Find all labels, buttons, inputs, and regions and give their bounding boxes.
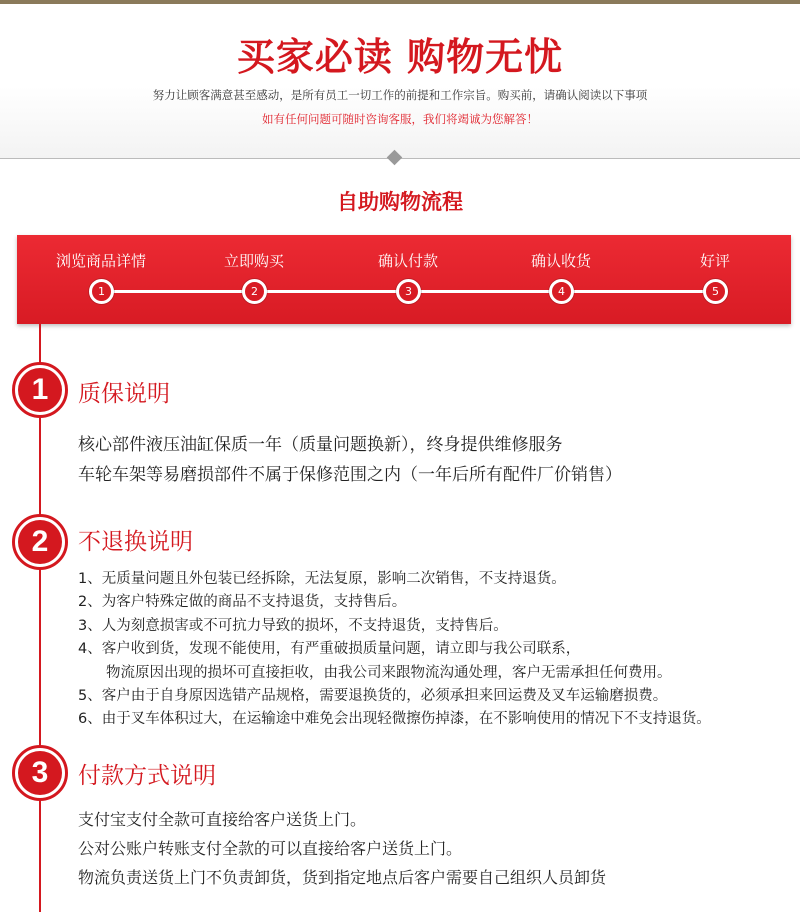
payment-line: 公对公账户转账支付全款的可以直接给客户送货上门。 bbox=[78, 839, 463, 858]
warranty-line: 核心部件液压油缸保质一年（质量问题换新），终身提供维修服务 bbox=[78, 435, 563, 455]
flow-step-number: 3 bbox=[396, 279, 421, 304]
shopping-flow-banner bbox=[17, 235, 791, 324]
flow-step-buy bbox=[174, 235, 334, 324]
section-number-badge bbox=[12, 745, 68, 801]
no-return-list bbox=[78, 568, 711, 732]
page-subtitle: 努力让顾客满意甚至感动，是所有员工一切工作的前提和工作宗旨。购买前，请确认阅读以下事项 bbox=[152, 88, 648, 102]
section-number-badge bbox=[12, 514, 68, 570]
list-item: 4、客户收到货，发现不能使用，有严重破损质量问题，请立即与我公司联系， bbox=[78, 641, 581, 658]
flow-step-number: 4 bbox=[549, 279, 574, 304]
list-item-continuation: 物流原因出现的损坏可直接拒收，由我公司来跟物流沟通处理，客户无需承担任何费用。 bbox=[106, 664, 672, 681]
flow-step-number: 1 bbox=[89, 279, 114, 304]
service-notice: 如有任何问题可随时咨询客服，我们将竭诚为您解答！ bbox=[262, 112, 538, 126]
flow-title: 自助购物流程 bbox=[337, 190, 463, 214]
list-item: 2、为客户特殊定做的商品不支持退货，支持售后。 bbox=[78, 594, 407, 611]
flow-step-label: 好评 bbox=[699, 252, 730, 270]
flow-step-browse bbox=[21, 235, 181, 324]
flow-step-label: 确认收货 bbox=[530, 252, 591, 270]
page-title: 买家必读 购物无忧 bbox=[236, 35, 564, 79]
flow-step-review bbox=[635, 235, 795, 324]
list-item: 6、由于叉车体积过大，在运输途中难免会出现轻微擦伤掉漆，在不影响使用的情况下不支持退货。 bbox=[78, 711, 711, 728]
section-number: 2 bbox=[18, 520, 62, 564]
warranty-text bbox=[78, 430, 622, 490]
section-title-no-return: 不退换说明 bbox=[78, 529, 193, 555]
flow-step-receive bbox=[481, 235, 641, 324]
list-item: 1、无质量问题且外包装已经拆除，无法复原，影响二次销售，不支持退货。 bbox=[78, 571, 566, 587]
section-number: 1 bbox=[18, 368, 62, 412]
payment-text bbox=[78, 805, 606, 892]
section-number: 3 bbox=[18, 751, 62, 795]
section-title-payment: 付款方式说明 bbox=[78, 763, 216, 789]
section-title-warranty: 质保说明 bbox=[78, 381, 170, 407]
flow-step-number: 5 bbox=[703, 279, 728, 304]
payment-line: 物流负责送货上门不负责卸货，货到指定地点后客户需要自己组织人员卸货 bbox=[78, 868, 607, 887]
list-item: 5、客户由于自身原因选错产品规格，需要退换货的，必须承担来回运费及叉车运输磨损费。 bbox=[78, 687, 668, 704]
list-item: 3、人为刻意损害或不可抗力导致的损坏，不支持退货，支持售后。 bbox=[78, 617, 508, 634]
top-strip bbox=[0, 0, 800, 4]
flow-step-label: 浏览商品详情 bbox=[55, 252, 146, 270]
warranty-line: 车轮车架等易磨损部件不属于保修范围之内（一年后所有配件厂价销售） bbox=[78, 465, 622, 485]
payment-line: 支付宝支付全款可直接给客户送货上门。 bbox=[78, 810, 367, 829]
flow-step-number: 2 bbox=[242, 279, 267, 304]
section-number-badge bbox=[12, 362, 68, 418]
flow-step-pay bbox=[328, 235, 488, 324]
flow-step-label: 确认付款 bbox=[377, 252, 438, 270]
flow-step-label: 立即购买 bbox=[223, 252, 284, 270]
